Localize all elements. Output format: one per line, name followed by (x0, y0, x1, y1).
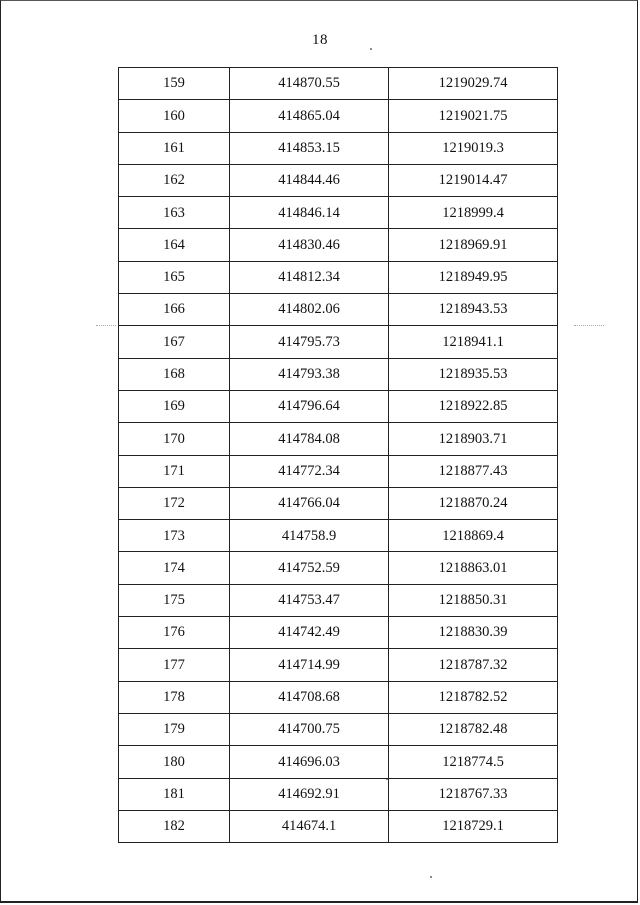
y-coordinate-cell: 1218877.43 (389, 455, 558, 487)
table-row (119, 552, 558, 584)
x-coordinate-cell: 414692.91 (230, 778, 389, 810)
x-coordinate-cell: 414870.55 (230, 68, 389, 100)
table-row (119, 390, 558, 422)
x-coordinate-cell: 414830.46 (230, 229, 389, 261)
table-row (119, 423, 558, 455)
point-number-cell: 182 (119, 810, 230, 842)
y-coordinate-cell: 1218830.39 (389, 617, 558, 649)
table-row (119, 487, 558, 519)
y-coordinate-cell: 1218903.71 (389, 423, 558, 455)
x-coordinate-cell: 414802.06 (230, 294, 389, 326)
point-number-cell: 163 (119, 197, 230, 229)
point-number-cell: 169 (119, 390, 230, 422)
table-row (119, 100, 558, 132)
table-row (119, 617, 558, 649)
scan-edge-dots-left (96, 325, 116, 327)
x-coordinate-cell: 414793.38 (230, 358, 389, 390)
y-coordinate-cell: 1218922.85 (389, 390, 558, 422)
scan-speck (430, 876, 432, 878)
page-number: 18 (312, 32, 328, 48)
x-coordinate-cell: 414766.04 (230, 487, 389, 519)
table-row (119, 810, 558, 842)
table-row (119, 261, 558, 293)
x-coordinate-cell: 414753.47 (230, 584, 389, 616)
table-row (119, 326, 558, 358)
table-row (119, 584, 558, 616)
table-row (119, 294, 558, 326)
point-number-cell: 164 (119, 229, 230, 261)
x-coordinate-cell: 414784.08 (230, 423, 389, 455)
y-coordinate-cell: 1218774.5 (389, 746, 558, 778)
table-row (119, 713, 558, 745)
x-coordinate-cell: 414700.75 (230, 713, 389, 745)
y-coordinate-cell: 1218782.52 (389, 681, 558, 713)
coordinates-table-body (119, 68, 558, 843)
x-coordinate-cell: 414708.68 (230, 681, 389, 713)
point-number-cell: 160 (119, 100, 230, 132)
point-number-cell: 161 (119, 132, 230, 164)
scan-speck (370, 48, 372, 50)
table-row (119, 649, 558, 681)
point-number-cell: 174 (119, 552, 230, 584)
point-number-cell: 179 (119, 713, 230, 745)
point-number-cell: 171 (119, 455, 230, 487)
x-coordinate-cell: 414742.49 (230, 617, 389, 649)
y-coordinate-cell: 1219021.75 (389, 100, 558, 132)
y-coordinate-cell: 1219019.3 (389, 132, 558, 164)
x-coordinate-cell: 414696.03 (230, 746, 389, 778)
point-number-cell: 178 (119, 681, 230, 713)
scan-edge-dots-right (574, 325, 604, 327)
x-coordinate-cell: 414865.04 (230, 100, 389, 132)
x-coordinate-cell: 414846.14 (230, 197, 389, 229)
table-row (119, 197, 558, 229)
y-coordinate-cell: 1218863.01 (389, 552, 558, 584)
y-coordinate-cell: 1218943.53 (389, 294, 558, 326)
point-number-cell: 170 (119, 423, 230, 455)
y-coordinate-cell: 1218782.48 (389, 713, 558, 745)
y-coordinate-cell: 1219014.47 (389, 164, 558, 196)
table-row (119, 746, 558, 778)
x-coordinate-cell: 414844.46 (230, 164, 389, 196)
table-row (119, 358, 558, 390)
y-coordinate-cell: 1219029.74 (389, 68, 558, 100)
y-coordinate-cell: 1218941.1 (389, 326, 558, 358)
table-row (119, 520, 558, 552)
point-number-cell: 168 (119, 358, 230, 390)
x-coordinate-cell: 414796.64 (230, 390, 389, 422)
x-coordinate-cell: 414714.99 (230, 649, 389, 681)
y-coordinate-cell: 1218969.91 (389, 229, 558, 261)
table-row (119, 229, 558, 261)
table-row (119, 455, 558, 487)
coordinates-table (118, 67, 558, 843)
point-number-cell: 175 (119, 584, 230, 616)
table-row (119, 132, 558, 164)
y-coordinate-cell: 1218870.24 (389, 487, 558, 519)
x-coordinate-cell: 414853.15 (230, 132, 389, 164)
table-row (119, 68, 558, 100)
table-row (119, 778, 558, 810)
table-row (119, 681, 558, 713)
x-coordinate-cell: 414812.34 (230, 261, 389, 293)
point-number-cell: 159 (119, 68, 230, 100)
y-coordinate-cell: 1218729.1 (389, 810, 558, 842)
point-number-cell: 162 (119, 164, 230, 196)
x-coordinate-cell: 414772.34 (230, 455, 389, 487)
y-coordinate-cell: 1218999.4 (389, 197, 558, 229)
table-row (119, 164, 558, 196)
point-number-cell: 167 (119, 326, 230, 358)
point-number-cell: 173 (119, 520, 230, 552)
x-coordinate-cell: 414758.9 (230, 520, 389, 552)
y-coordinate-cell: 1218850.31 (389, 584, 558, 616)
y-coordinate-cell: 1218869.4 (389, 520, 558, 552)
y-coordinate-cell: 1218935.53 (389, 358, 558, 390)
point-number-cell: 177 (119, 649, 230, 681)
point-number-cell: 165 (119, 261, 230, 293)
x-coordinate-cell: 414795.73 (230, 326, 389, 358)
point-number-cell: 166 (119, 294, 230, 326)
y-coordinate-cell: 1218767.33 (389, 778, 558, 810)
x-coordinate-cell: 414674.1 (230, 810, 389, 842)
x-coordinate-cell: 414752.59 (230, 552, 389, 584)
point-number-cell: 181 (119, 778, 230, 810)
point-number-cell: 176 (119, 617, 230, 649)
y-coordinate-cell: 1218787.32 (389, 649, 558, 681)
y-coordinate-cell: 1218949.95 (389, 261, 558, 293)
point-number-cell: 172 (119, 487, 230, 519)
point-number-cell: 180 (119, 746, 230, 778)
